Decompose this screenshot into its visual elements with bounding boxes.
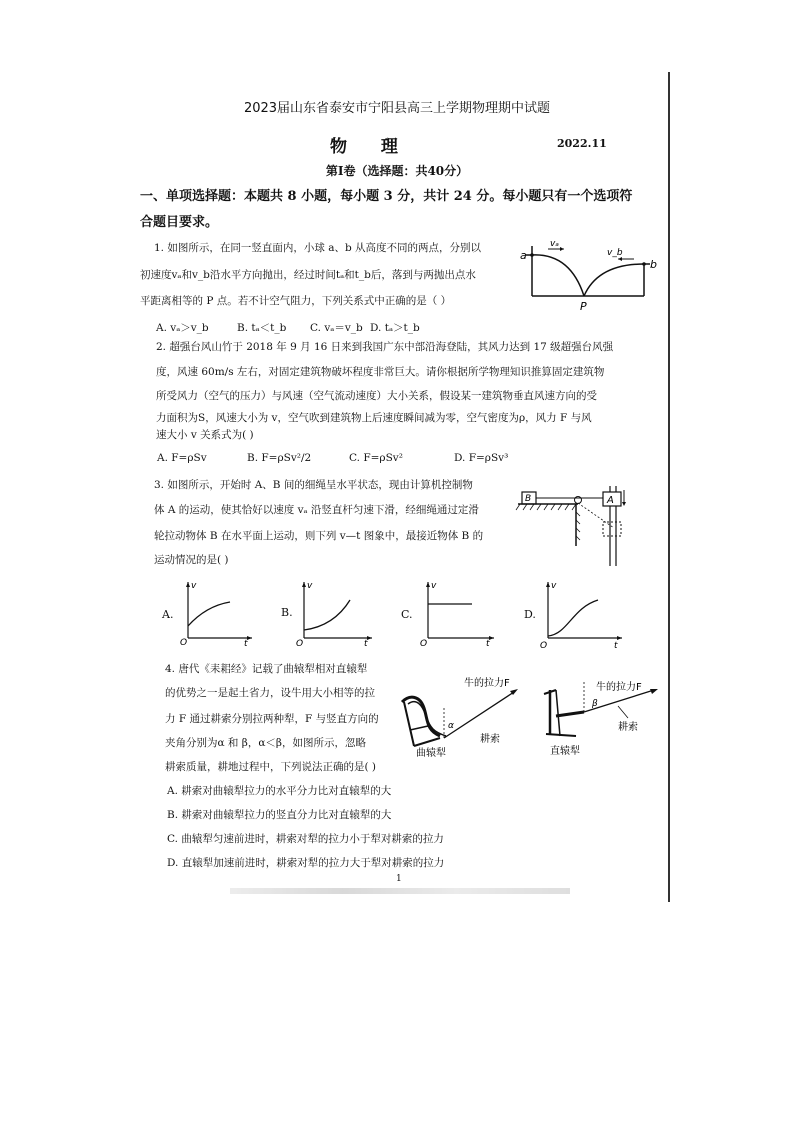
q1-text-line: 初速度vₐ和v_b沿水平方向抛出，经过时间tₐ和t_b后，落到与两抛出点水: [140, 269, 476, 281]
q1-projectile-figure: [512, 236, 660, 312]
q3-label-a: A: [607, 495, 614, 506]
q3-graph-t: t: [486, 639, 490, 648]
q4-text-line: 4. 唐代《耒耜经》记载了曲辕犁相对直辕犁: [165, 663, 368, 675]
q1-option: D. tₐ＞t_b: [370, 322, 420, 334]
q3-graph-v: v: [431, 581, 437, 591]
q4-option: C. 曲辕犁匀速前进时，耕索对犁的拉力小于犁对耕索的拉力: [167, 833, 444, 845]
q4-straight-plow-figure: [536, 676, 668, 762]
subject-title: 物 理: [330, 137, 412, 157]
q3-label-b: B: [525, 494, 532, 504]
q3-graph-origin: O: [540, 641, 548, 650]
q1-label-p: P: [580, 300, 587, 312]
q4-option: D. 直辕犁加速前进时，耕索对犁的拉力大于犁对耕索的拉力: [167, 857, 445, 869]
q4-option: B. 耕索对曲辕犁拉力的竖直分力比对直辕犁的大: [167, 809, 392, 821]
q1-text-line: 1. 如图所示，在同一竖直面内，小球 a、b 从高度不同的两点，分别以: [154, 242, 482, 254]
q3-graph-v: v: [191, 581, 197, 591]
q3-text-line: 体 A 的运动，使其恰好以速度 vₐ 沿竖直杆匀速下滑，经细绳通过定滑: [154, 504, 479, 516]
scan-artifact: [230, 888, 570, 894]
q2-text-line: 速大小 v 关系式为( ): [156, 429, 254, 441]
q3-text-line: 运动情况的是( ): [154, 554, 229, 566]
q3-graph-origin: O: [420, 639, 428, 648]
q1-option: B. tₐ＜t_b: [237, 322, 287, 334]
q4-beta-label: β: [592, 699, 598, 709]
q4-text-line: 夹角分别为α 和 β，α＜β，如图所示，忽略: [165, 737, 366, 749]
scan-border-line: [668, 72, 670, 902]
q2-text-line: 所受风力（空气的压力）与风速（空气流动速度）大小关系，假设某一建筑物垂直风速方向的受: [156, 390, 597, 402]
q4-plow-label-right: 直辕犁: [550, 746, 580, 757]
q4-rope-label-right: 耕索: [618, 722, 638, 733]
q2-option: C. F=ρSv²: [349, 452, 403, 464]
q1-option: A. vₐ＞v_b: [156, 322, 209, 334]
q2-text-line: 2. 超强台风山竹于 2018 年 9 月 16 日来到我国广东中部沿海登陆，其风力达到 17 级超强台风强: [156, 341, 614, 353]
q3-pulley-figure: [514, 486, 636, 568]
q4-alpha-label: α: [448, 721, 454, 731]
q4-force-label-right: 牛的拉力F: [596, 682, 642, 693]
q2-option: D. F=ρSv³: [454, 452, 509, 464]
page-number: 1: [396, 874, 402, 884]
q3-graph-t: t: [244, 639, 248, 646]
q4-force-label-left: 牛的拉力F: [464, 678, 510, 689]
q3-text-line: 3. 如图所示，开始时 A、B 间的细绳呈水平状态，现由计算机控制物: [154, 479, 473, 491]
q2-option: A. F=ρSv: [157, 452, 207, 464]
q1-label-a: a: [520, 249, 527, 262]
q3-graph-option: A.: [162, 608, 174, 621]
q4-plow-label-left: 曲辕犁: [416, 748, 446, 759]
q3-graph-option: C.: [401, 608, 413, 621]
q3-graph-t: t: [614, 641, 618, 650]
section-heading-line2: 合题目要求。: [140, 215, 219, 230]
part-heading: 第Ⅰ卷（选择题：共40分）: [325, 164, 469, 178]
q3-graph-v: v: [551, 581, 557, 591]
q4-text-line: 力 F 通过耕索分别拉两种犁，F 与竖直方向的: [165, 713, 379, 725]
q4-curved-plow-figure: [396, 672, 534, 762]
q4-text-line: 耕索质量，耕地过程中，下列说法正确的是( ): [165, 761, 377, 773]
q3-graph-origin: O: [296, 639, 304, 648]
q1-label-va: vₐ: [550, 239, 559, 249]
document-title: 2023届山东省泰安市宁阳县高三上学期物理期中试题: [243, 101, 551, 116]
q1-option: C. vₐ＝v_b: [310, 322, 363, 334]
q3-text-line: 轮拉动物体 B 在水平面上运动，则下列 v—t 图象中，最接近物体 B 的: [154, 530, 484, 542]
q2-text-line: 度，风速 60m/s 左右，对固定建筑物破坏程度非常巨大。请你根据所学物理知识推算固定建筑物: [156, 366, 605, 378]
q3-graph-t: t: [364, 639, 368, 648]
q3-graph-v: v: [307, 581, 313, 591]
q1-label-b: b: [650, 258, 657, 271]
q1-text-line: 平距离相等的 P 点。若不计空气阻力，下列关系式中正确的是（ ）: [140, 295, 452, 307]
q2-option: B. F=ρSv²/2: [247, 452, 312, 464]
q3-graph-option: B.: [281, 606, 293, 619]
section-heading-line1: 一、单项选择题：本题共 8 小题，每小题 3 分，共计 24 分。每小题只有一个选项符: [140, 189, 633, 204]
q1-label-vb: v_b: [607, 248, 623, 258]
q3-graph-origin: O: [180, 638, 188, 646]
exam-date: 2022.11: [557, 137, 607, 150]
q4-text-line: 的优势之一是起土省力，设牛用大小相等的拉: [165, 687, 375, 699]
q4-option: A. 耕索对曲辕犁拉力的水平分力比对直辕犁的大: [167, 785, 392, 797]
q4-rope-label-left: 耕索: [480, 734, 500, 745]
q2-text-line: 力面积为S，风速大小为 v，空气吹到建筑物上后速度瞬间减为零，空气密度为ρ，风力 F 与风: [156, 412, 592, 424]
q3-graph-option: D.: [524, 608, 536, 621]
